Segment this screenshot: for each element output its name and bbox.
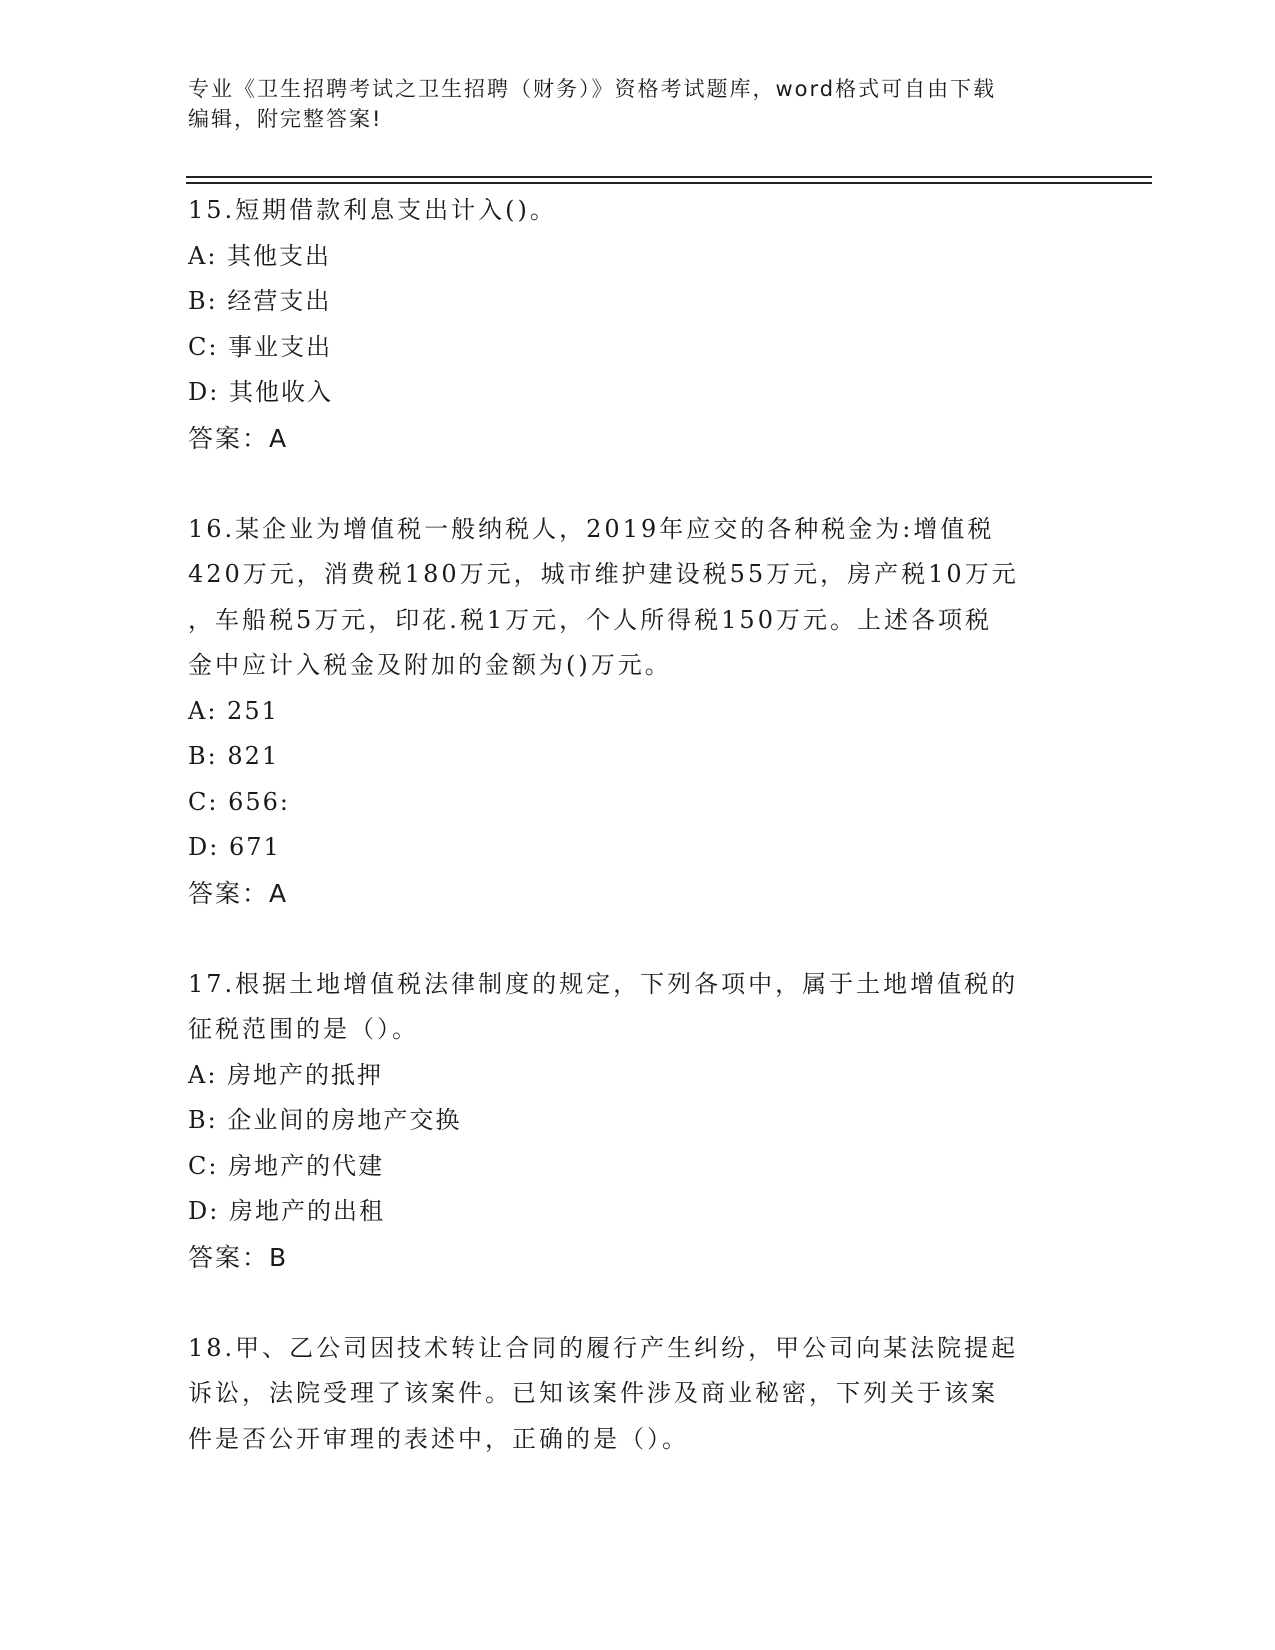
stem-line: 征税范围的是（）。 (188, 1015, 419, 1043)
option-a: A: 其他支出 (188, 241, 332, 270)
header-rule-top (186, 176, 1152, 178)
option-d: D: 671 (188, 833, 281, 861)
question-stem (188, 962, 1088, 1053)
stem-line: 420万元，消费税180万元，城市维护建设税55万元，房产税10万元 (188, 560, 1019, 588)
header-rule-bottom (186, 182, 1152, 184)
option-a: A: 251 (188, 696, 279, 725)
question-stem (188, 507, 1088, 689)
option-b: B: 企业间的房地产交换 (188, 1106, 462, 1134)
question-17 (188, 962, 1088, 1281)
option-c: C: 房地产的代建 (188, 1151, 385, 1180)
option-c: C: 事业支出 (188, 332, 333, 361)
question-15 (188, 188, 1088, 461)
question-16 (188, 507, 1088, 917)
stem-line: 16.某企业为增值税一般纳税人，2019年应交的各种税金为:增值税 (188, 514, 995, 543)
option-a: A: 房地产的抵押 (188, 1060, 384, 1089)
answer-line: 答案：A (188, 878, 289, 908)
document-header (188, 74, 1068, 134)
option-b: B: 经营支出 (188, 287, 332, 315)
stem-line: 17.根据土地增值税法律制度的规定，下列各项中，属于土地增值税的 (188, 969, 1019, 998)
option-d: D: 其他收入 (188, 378, 333, 406)
answer-line: 答案：A (188, 423, 289, 453)
stem-line: 15.短期借款利息支出计入()。 (188, 196, 557, 224)
option-d: D: 房地产的出租 (188, 1197, 385, 1225)
question-18 (188, 1326, 1088, 1463)
option-c: C: 656: (188, 787, 290, 816)
header-line-1: 专业《卫生招聘考试之卫生招聘（财务）》资格考试题库，word格式可自由下载 (188, 77, 997, 101)
option-b: B: 821 (188, 742, 280, 770)
stem-line: 件是否公开审理的表述中，正确的是（）。 (188, 1424, 689, 1453)
stem-line: 诉讼，法院受理了该案件。已知该案件涉及商业秘密，下列关于该案 (188, 1379, 998, 1407)
answer-line: 答案：B (188, 1242, 289, 1272)
stem-line: 18.甲、乙公司因技术转让合同的履行产生纠纷，甲公司向某法院提起 (188, 1333, 1019, 1362)
question-stem (188, 188, 1088, 234)
stem-line: ，车船税5万元，印花.税1万元，个人所得税150万元。上述各项税 (188, 605, 992, 634)
question-stem (188, 1326, 1088, 1463)
header-line-2: 编辑，附完整答案! (188, 107, 383, 131)
question-list (188, 188, 1088, 1508)
stem-line: 金中应计入税金及附加的金额为()万元。 (188, 651, 672, 679)
